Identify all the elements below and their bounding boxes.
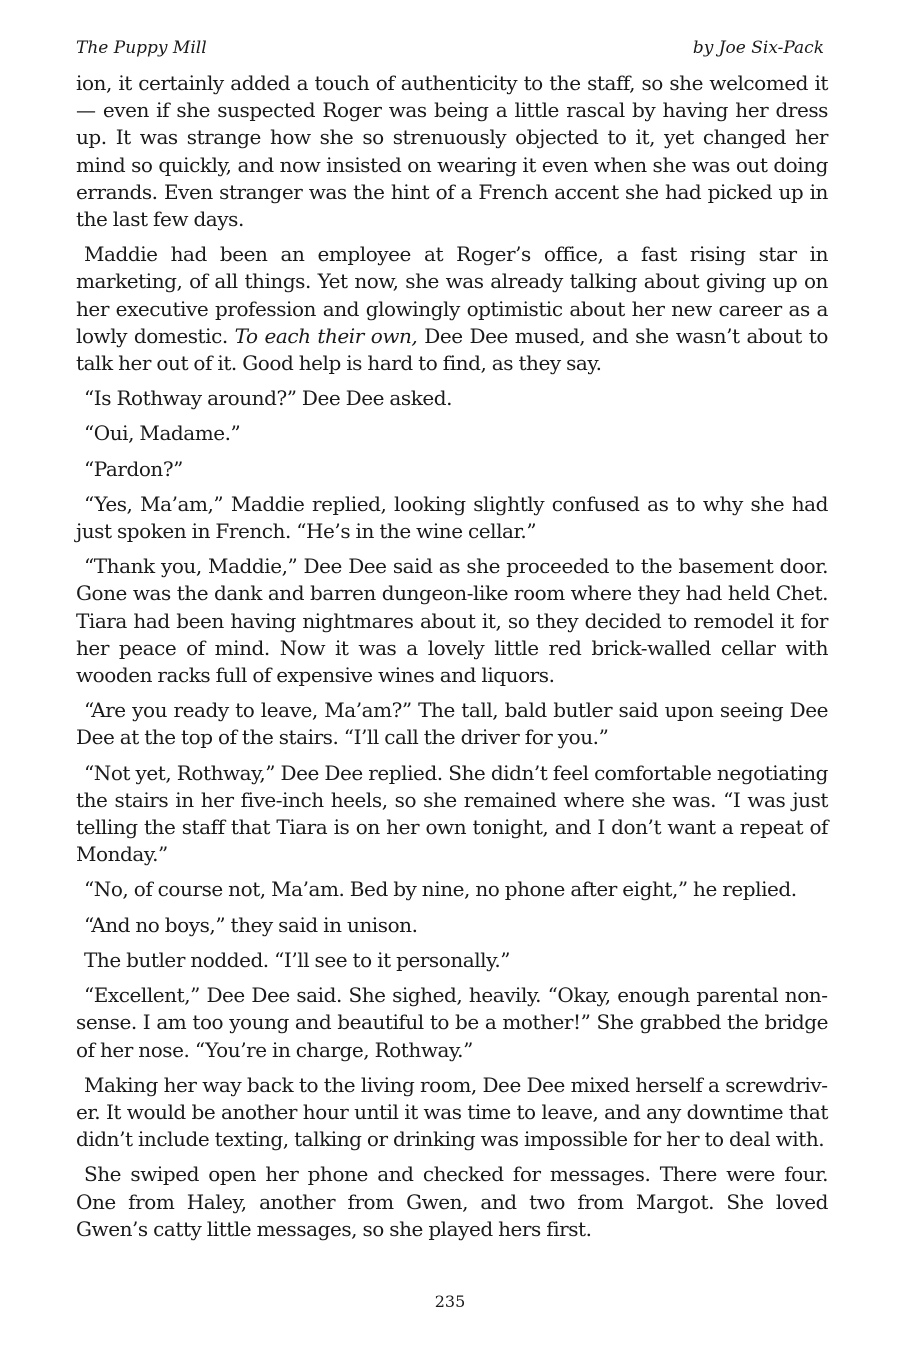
running-head <box>76 38 824 62</box>
paragraph: “Not yet, Rothway,” Dee Dee replied. She didn’t feel comfortable negotiating the stairs in her five-inch heels, so she remained where she was. “I was just telling the staff that Tiara is on her own tonight, and I don’t want a repeat of Monday.” <box>76 760 828 867</box>
paragraph: “Is Rothway around?” Dee Dee asked. <box>84 386 453 411</box>
paragraph: “Excellent,” Dee Dee said. She sighed, heavily. “Okay, enough parental nonsense. I am too young and beautiful to be a mother!” She grabbed the bridge of her nose. “You’re in charge, Rothway.” <box>76 983 828 1062</box>
paragraph: “Are you ready to leave, Ma’am?” The tall, bald butler said upon seeing Dee Dee at the top of the stairs. “I’ll call the driver for you.” <box>76 698 828 750</box>
author-name: by Joe Six-Pack <box>692 38 824 58</box>
paragraph: “Pardon?” <box>84 456 183 481</box>
paragraph-text: Maddie had been an employee at Roger’s office, a fast rising star in marketing, of all things. Yet now, she was already talking about giving up on her executive profession and glowingly optimistic about her new career as a lowly domestic. <box>76 242 828 348</box>
body-text <box>76 70 828 1251</box>
paragraph-text: Dee Dee mused, and she wasn’t about to talk her out of it. Good help is hard to find, as they say. <box>76 323 828 376</box>
paragraph: ion, it certainly added a touch of authenticity to the staff, so she welcomed it — even if she suspected Roger was being a little rascal by having her dress up. It was strange how she so strenuously objected to it, yet changed her mind so quickly, and now insisted on wearing it even when she was out doing errands. Even stranger was the hint of a French accent she had picked up in the last few days. <box>76 71 828 232</box>
paragraph: Making her way back to the living room, Dee Dee mixed herself a screwdriver. It would be another hour until it was time to leave, and any downtime that didn’t include texting, talking or drinking was impossible for her to deal with. <box>76 1072 828 1152</box>
book-title: The Puppy Mill <box>76 38 207 58</box>
paragraph: She swiped open her phone and checked for messages. There were four. One from Haley, another from Gwen, and two from Margot. She loved Gwen’s catty little messages, so she played hers first. <box>76 1162 828 1241</box>
paragraph: “Oui, Madame.” <box>84 421 241 446</box>
paragraph: “And no boys,” they said in unison. <box>84 912 418 937</box>
page-number: 235 <box>434 1292 466 1311</box>
paragraph <box>76 241 828 377</box>
paragraph: “Thank you, Maddie,” Dee Dee said as she proceeded to the basement door. Gone was the dank and barren dungeon-like room where they had held Chet. Tiara had been having nightmares about it, so they decided to remodel it for her peace of mind. Now it was a lovely little red brick-walled cellar with wooden racks full of expensive wines and liquors. <box>76 554 828 688</box>
paragraph: “No, of course not, Ma’am. Bed by nine, no phone after eight,” he replied. <box>84 877 797 902</box>
paragraph: The butler nodded. “I’ll see to it personally.” <box>84 947 510 972</box>
paragraph: “Yes, Ma’am,” Maddie replied, looking slightly confused as to why she had just spoken in French. “He’s in the wine cellar.” <box>76 491 828 544</box>
italic-phrase: To each their own, <box>234 323 418 348</box>
